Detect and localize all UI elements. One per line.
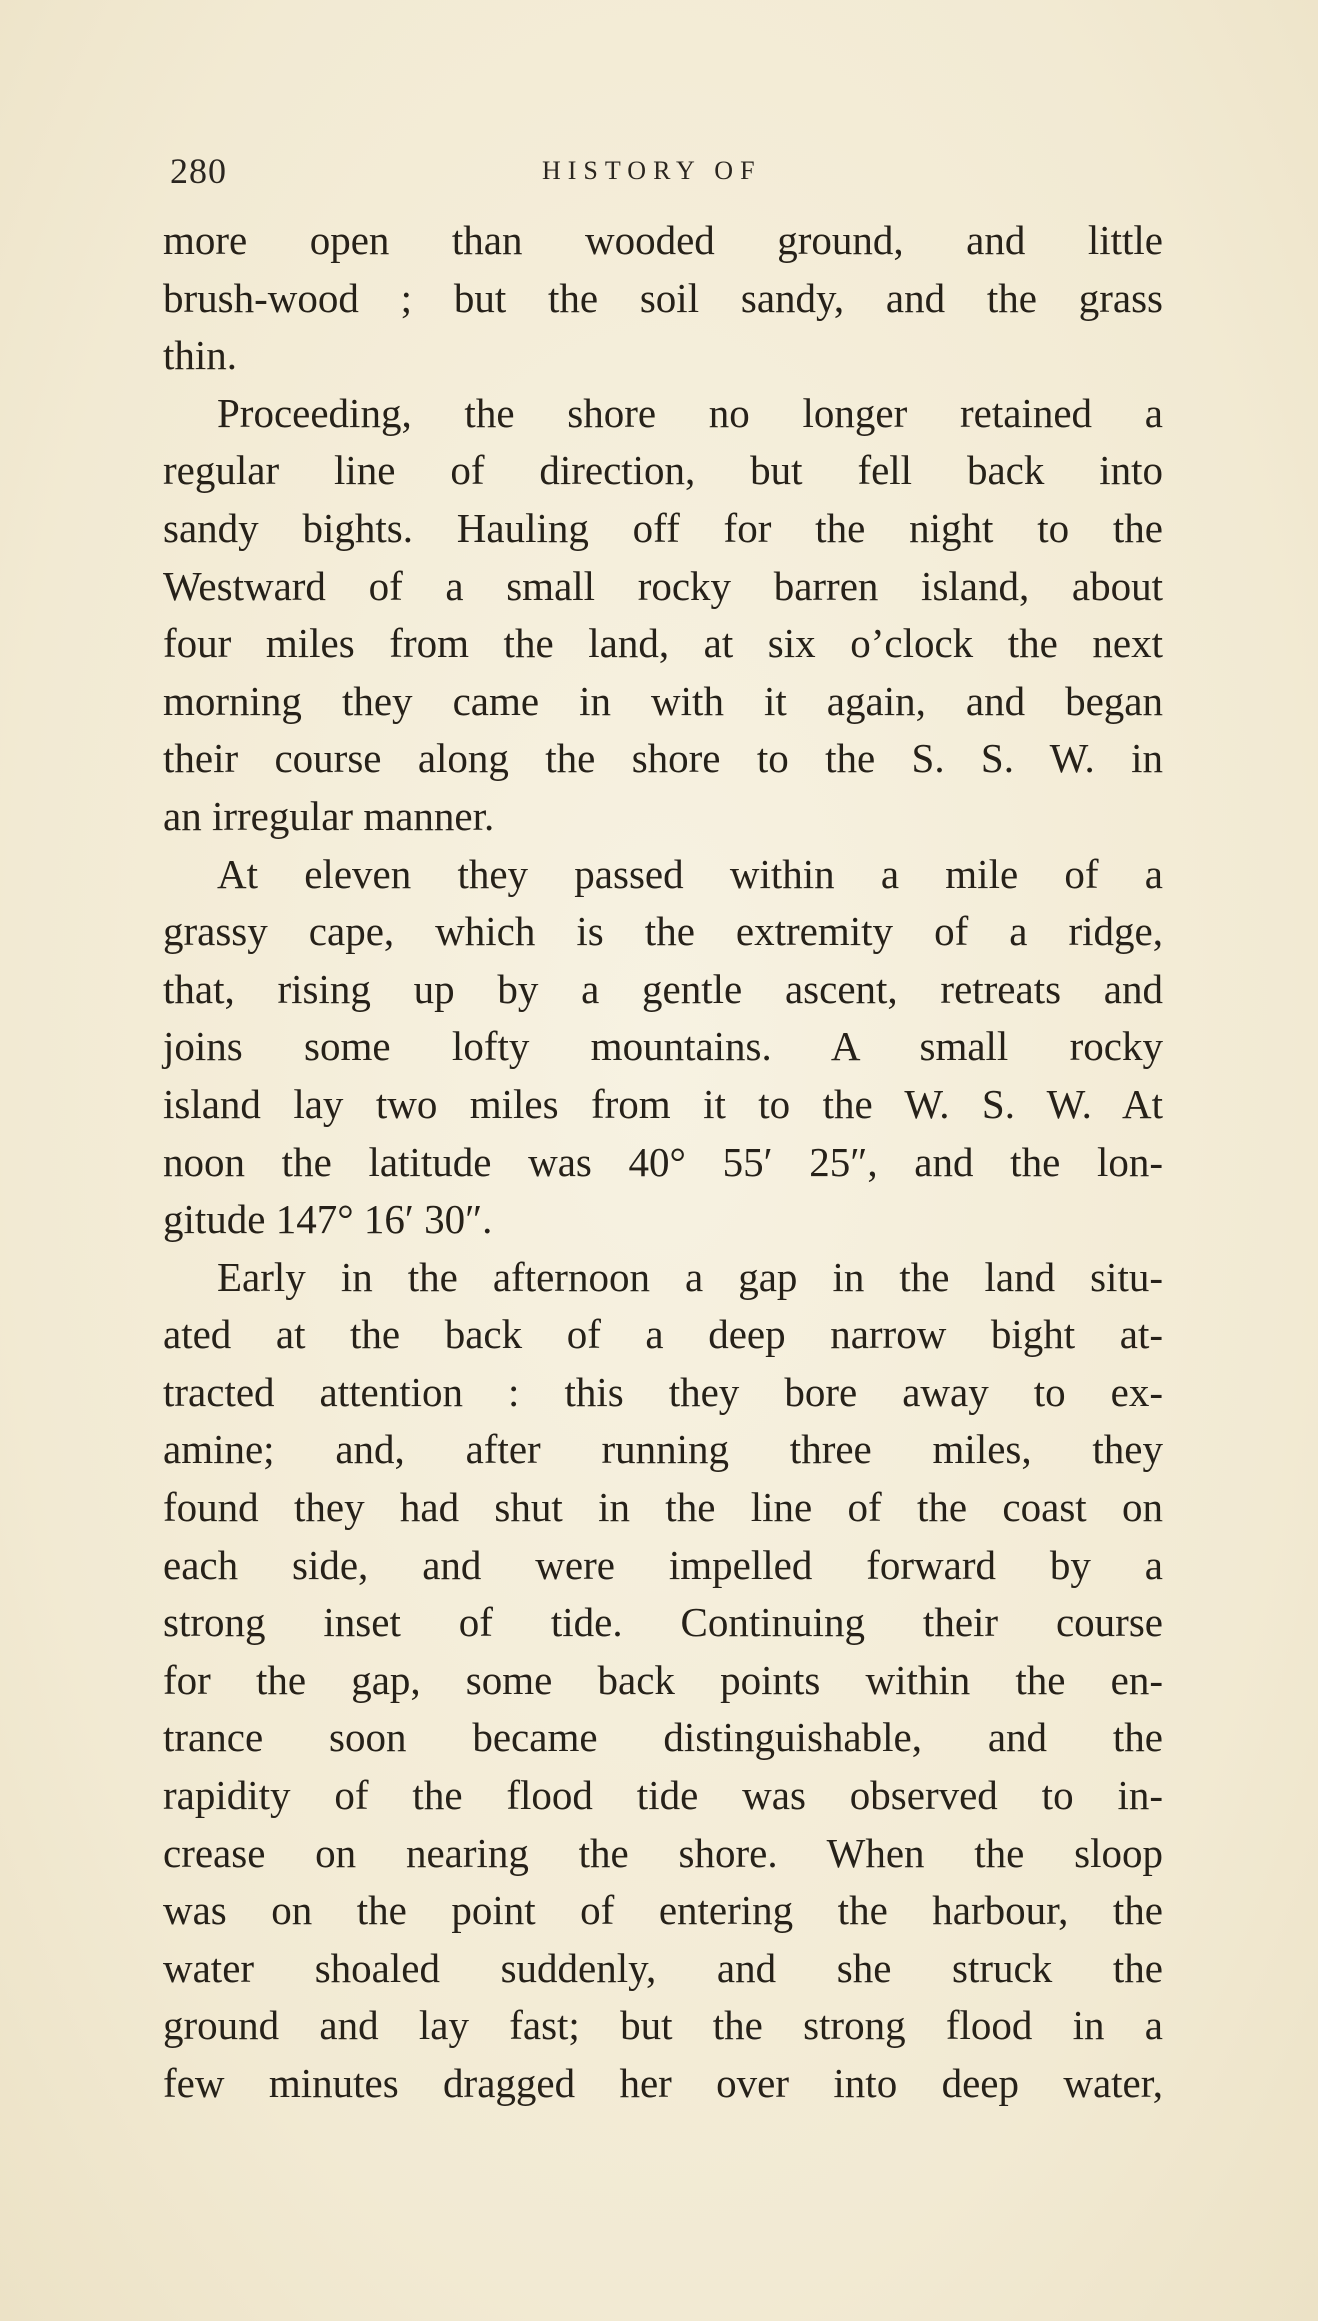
text-line: found they had shut in the line of the coast on bbox=[163, 1484, 1163, 1531]
text-line: brush-wood ; but the soil sandy, and the grass bbox=[163, 274, 1163, 321]
text-line: few minutes dragged her over into deep water, bbox=[163, 2060, 1163, 2106]
text-line: amine; and, after running three miles, they bbox=[163, 1426, 1163, 1473]
text-line: rapidity of the flood tide was observed to in- bbox=[163, 1772, 1163, 1819]
text-line: trance soon became distinguishable, and the bbox=[163, 1714, 1163, 1761]
text-line: At eleven they passed within a mile of a bbox=[217, 850, 1163, 897]
text-line: Proceeding, the shore no longer retained a bbox=[217, 389, 1163, 436]
text-line: an irregular manner. bbox=[163, 792, 495, 839]
text-line: joins some lofty mountains. A small rocky bbox=[163, 1023, 1163, 1070]
text-line: morning they came in with it again, and began bbox=[163, 677, 1163, 724]
text-line: Early in the afternoon a gap in the land situ- bbox=[217, 1253, 1163, 1300]
running-head bbox=[170, 150, 1170, 200]
text-line: island lay two miles from it to the W. S. W. At bbox=[163, 1080, 1163, 1127]
text-line: regular line of direction, but fell back into bbox=[163, 447, 1163, 494]
text-line: that, rising up by a gentle ascent, retreats and bbox=[163, 965, 1163, 1012]
page-number: 280 bbox=[170, 151, 227, 191]
text-line: ground and lay fast; but the strong flood in a bbox=[163, 2002, 1163, 2049]
text-line: more open than wooded ground, and little bbox=[163, 217, 1163, 263]
text-line: strong inset of tide. Continuing their course bbox=[163, 1599, 1163, 1646]
text-line: four miles from the land, at six o’clock the next bbox=[163, 620, 1163, 667]
text-line: sandy bights. Hauling off for the night to the bbox=[163, 504, 1163, 551]
text-line: their course along the shore to the S. S. W. in bbox=[163, 735, 1163, 782]
text-line: ated at the back of a deep narrow bight at- bbox=[163, 1311, 1163, 1358]
text-line: Westward of a small rocky barren island, about bbox=[163, 562, 1163, 609]
text-line: thin. bbox=[163, 332, 238, 379]
text-line: grassy cape, which is the extremity of a ridge, bbox=[163, 908, 1163, 955]
text-line: tracted attention : this they bore away to ex- bbox=[163, 1368, 1163, 1415]
text-line: crease on nearing the shore. When the sloop bbox=[163, 1829, 1163, 1876]
text-line: water shoaled suddenly, and she struck the bbox=[163, 1944, 1163, 1991]
text-line: was on the point of entering the harbour, the bbox=[163, 1887, 1163, 1934]
text-line: each side, and were impelled forward by a bbox=[163, 1541, 1163, 1588]
running-title: HISTORY OF bbox=[542, 156, 762, 185]
text-line: for the gap, some back points within the en- bbox=[163, 1656, 1163, 1703]
text-line: gitude 147° 16′ 30″. bbox=[163, 1196, 493, 1243]
body-text bbox=[163, 212, 1163, 2113]
text-line: noon the latitude was 40° 55′ 25″, and the lon- bbox=[163, 1138, 1163, 1185]
